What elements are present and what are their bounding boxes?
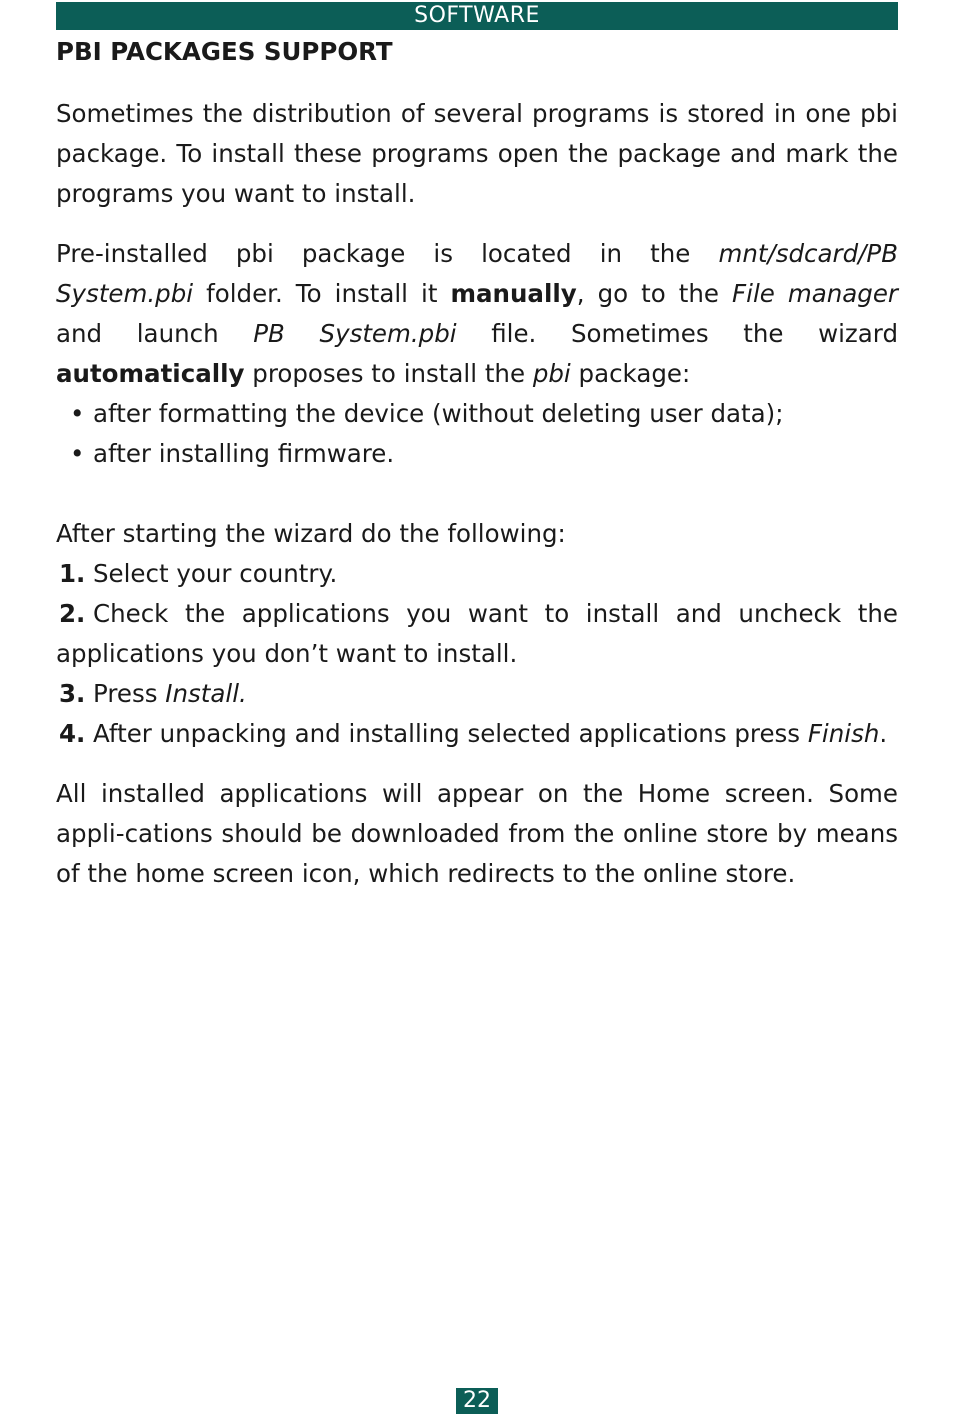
page-number: 22 bbox=[456, 1388, 498, 1414]
list-item bbox=[56, 434, 898, 474]
page-content bbox=[56, 34, 898, 914]
install-text: Install. bbox=[165, 679, 247, 708]
bullet-icon: • bbox=[70, 439, 85, 468]
step-number: 4. bbox=[59, 719, 86, 748]
step-item bbox=[56, 714, 898, 754]
text-run: proposes to install the bbox=[244, 359, 533, 388]
step-text: Select your country. bbox=[93, 559, 338, 588]
section-header: SOFTWARE bbox=[56, 2, 898, 30]
step-item bbox=[56, 554, 898, 594]
pb-system-text: PB System.pbi bbox=[253, 319, 457, 348]
text-run: and launch bbox=[56, 319, 254, 348]
finish-text: Finish bbox=[807, 719, 880, 748]
step-item bbox=[56, 674, 898, 714]
step-number: 1. bbox=[59, 559, 86, 588]
bullet-icon: • bbox=[70, 399, 85, 428]
text-run: package: bbox=[570, 359, 691, 388]
step-item bbox=[56, 594, 898, 674]
step-text: Press bbox=[93, 679, 166, 708]
text-run: folder. To install it bbox=[193, 279, 451, 308]
list-item-text: after installing firmware. bbox=[93, 439, 395, 468]
step-tail: . bbox=[879, 719, 888, 748]
text-run: file. Sometimes the wizard bbox=[456, 319, 899, 348]
step-number: 2. bbox=[59, 599, 86, 628]
section-title: PBI PACKAGES SUPPORT bbox=[56, 37, 393, 66]
manually-text: manually bbox=[450, 279, 577, 308]
steps-intro: After starting the wizard do the following: bbox=[56, 519, 566, 548]
intro-paragraph: Sometimes the distribution of several programs is stored in one pbi package. To install these programs open the package and mark the programs you want to install. bbox=[56, 99, 898, 208]
automatically-text: automatically bbox=[56, 359, 245, 388]
bullet-list bbox=[56, 394, 898, 474]
path-text: mnt/sdcard/PB System.pbi bbox=[56, 239, 898, 308]
text-run: Pre-installed pbi package is located in the bbox=[56, 239, 719, 268]
pbi-text: pbi bbox=[532, 359, 571, 388]
step-text: After unpacking and installing selected applications press bbox=[93, 719, 808, 748]
step-text: Check the applications you want to install and uncheck the applications you don’t want to install. bbox=[56, 599, 898, 668]
preinstalled-paragraph bbox=[56, 234, 898, 394]
step-number: 3. bbox=[59, 679, 86, 708]
list-item bbox=[56, 394, 898, 434]
file-manager-text: File manager bbox=[732, 279, 898, 308]
final-paragraph: All installed applications will appear on the Home screen. Some appli-cations should be downloaded from the online store by means of the home screen icon, which redirects to the online store. bbox=[56, 779, 898, 888]
text-run: , go to the bbox=[576, 279, 733, 308]
steps-list bbox=[56, 554, 898, 754]
list-item-text: after formatting the device (without deleting user data); bbox=[93, 399, 784, 428]
